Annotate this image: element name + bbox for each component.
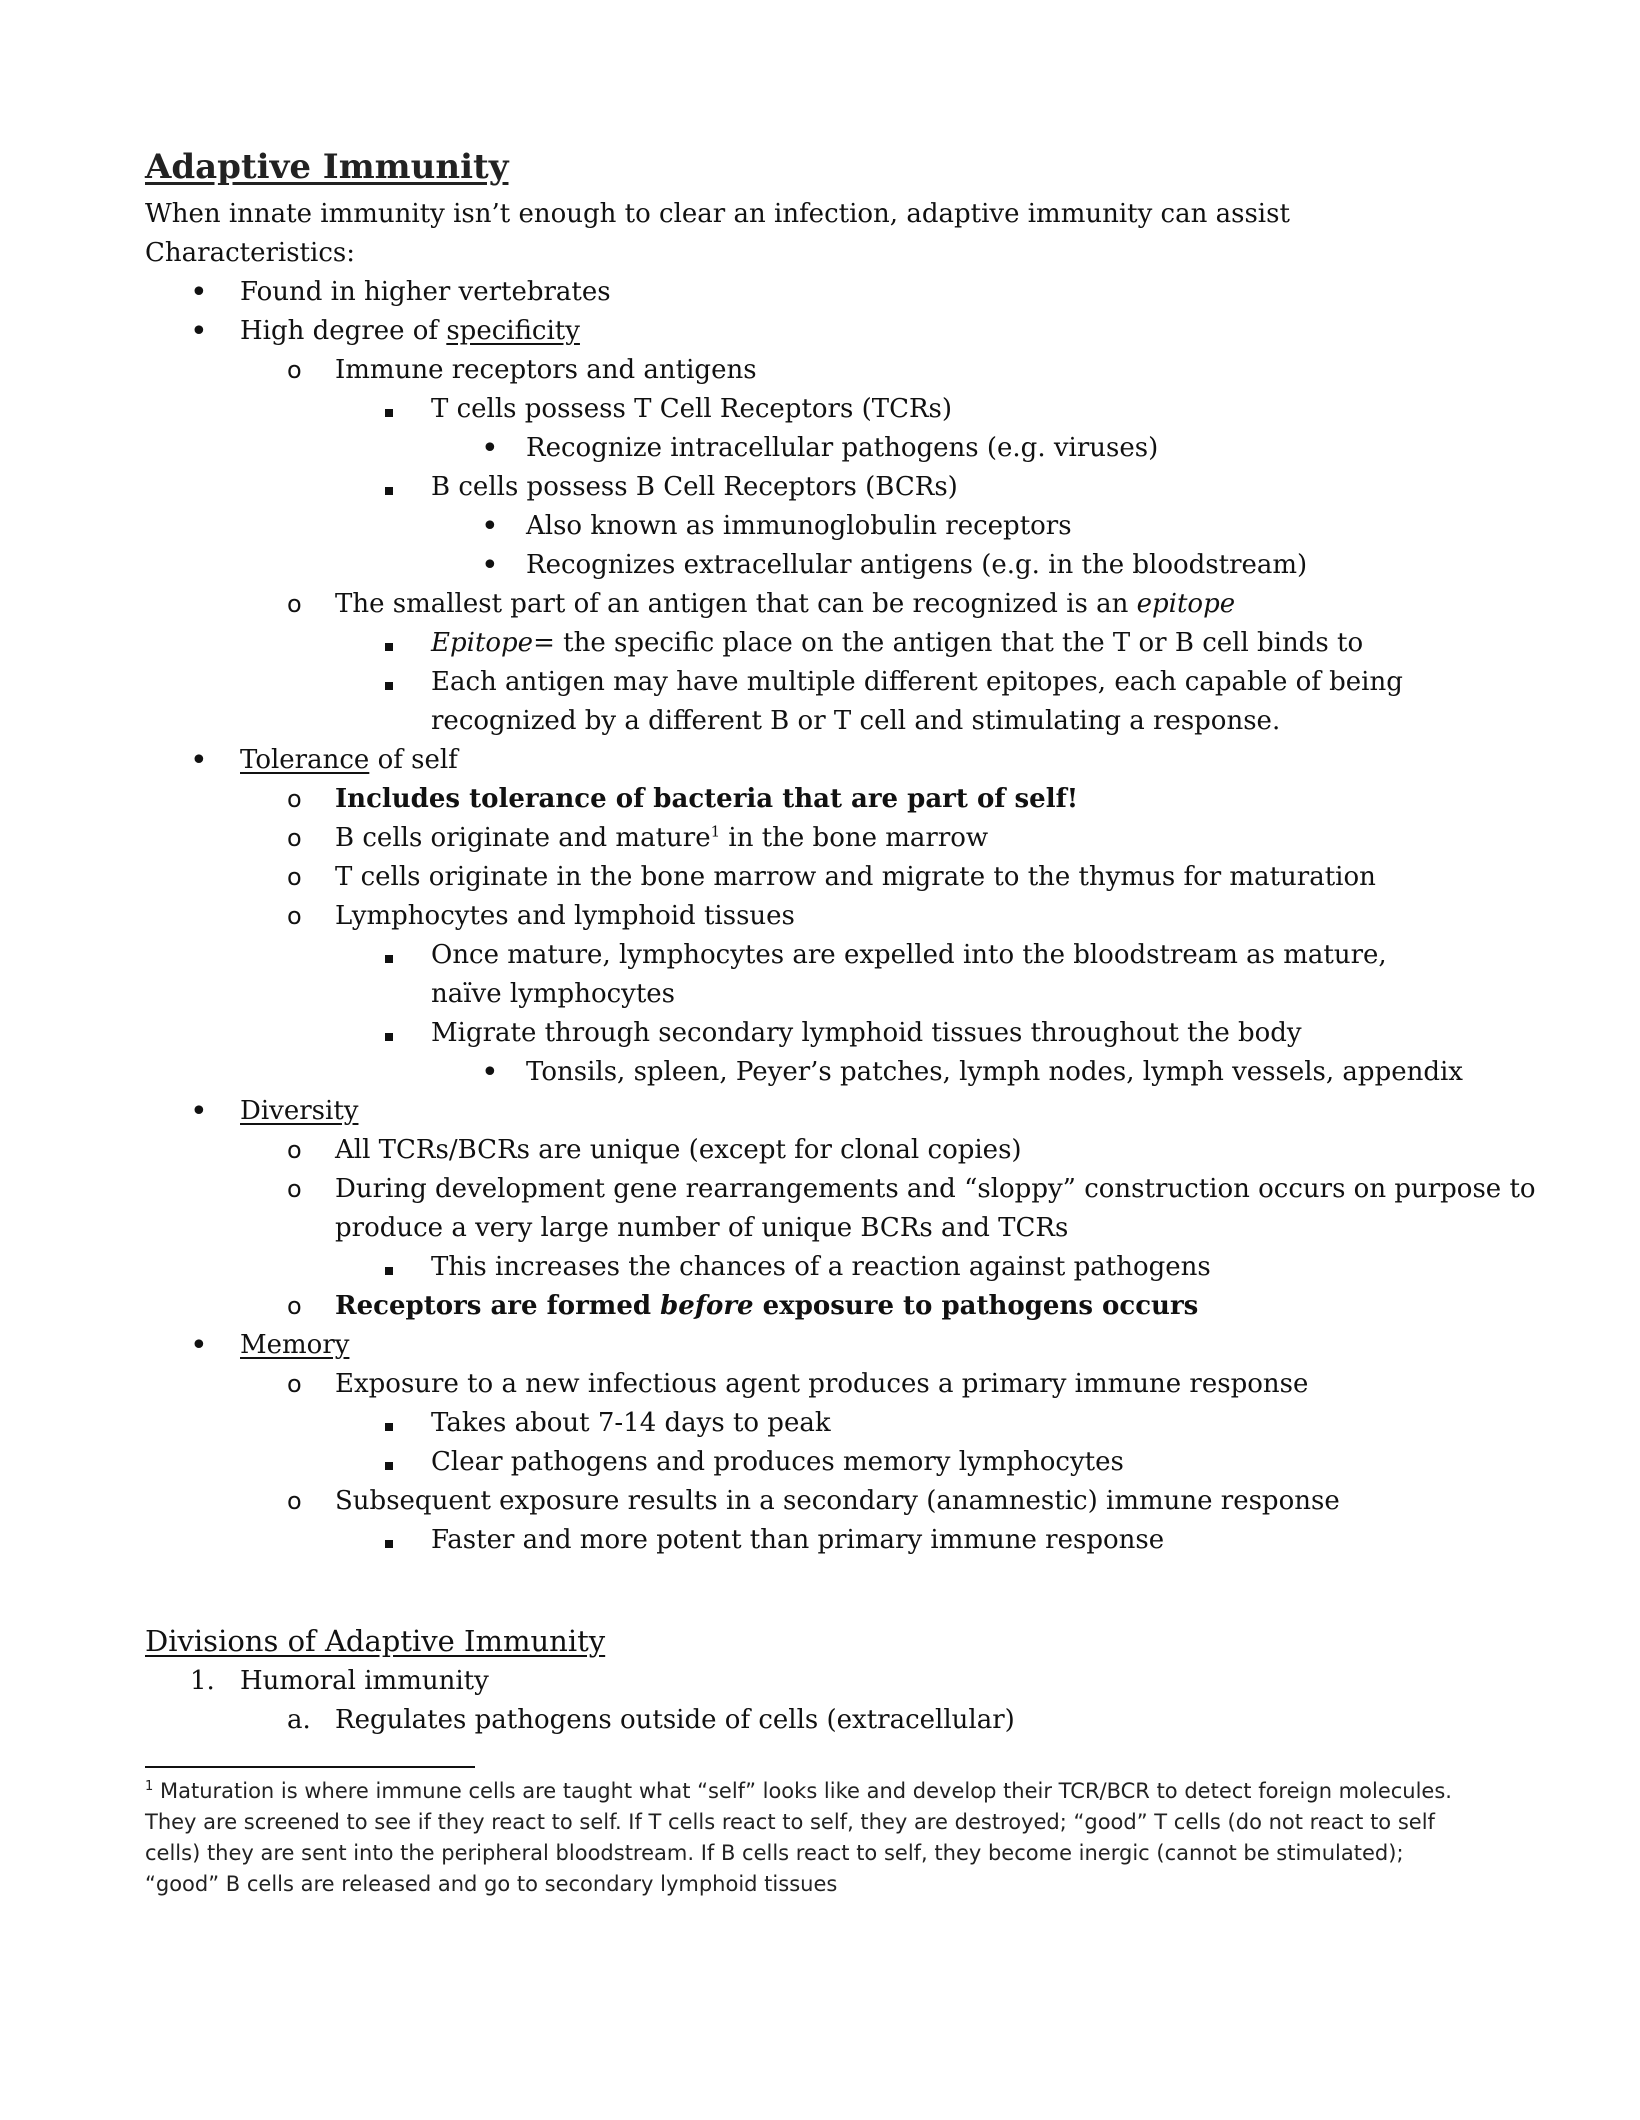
list-item: o The smallest part of an antigen that can be recognized is an epitope (145, 585, 1485, 624)
page-title: Adaptive Immunity (145, 147, 509, 187)
list-item: o B cells originate and mature$^1$ in the bone marrow (145, 819, 1485, 858)
bullet-icon (481, 546, 499, 587)
epitope-definition-term: Epitope (431, 628, 534, 658)
list-item: o All TCRs/BCRs are unique (except for clonal copies) (145, 1131, 1485, 1170)
square-bullet-icon (385, 1404, 393, 1443)
bullet-icon (190, 1326, 208, 1367)
specificity-term: specificity (446, 316, 580, 346)
list-item: • Recognizes extracellular antigens (e.g. in the bloodstream) (145, 546, 1485, 585)
footnote (145, 1776, 1475, 1900)
list-item: • Tolerance of self (145, 741, 1485, 780)
list-item: • Tonsils, spleen, Peyer’s patches, lymph nodes, lymph vessels, appendix (145, 1053, 1485, 1092)
circle-bullet-icon: o (287, 1136, 302, 1164)
list-item: • High degree of specificity (145, 312, 1485, 351)
list-item: o Receptors are formed before exposure to pathogens occurs (145, 1287, 1485, 1326)
square-bullet-icon (385, 936, 393, 975)
bullet-icon (190, 1092, 208, 1133)
square-bullet-icon (385, 1014, 393, 1053)
memory-term: Memory (240, 1330, 350, 1360)
footnote-reference[interactable]: 1 (710, 822, 721, 841)
circle-bullet-icon: o (287, 1175, 302, 1203)
circle-bullet-icon: o (287, 863, 302, 891)
bullet-icon (481, 429, 499, 470)
list-item: B cells possess B Cell Receptors (BCRs) (145, 468, 1485, 507)
bullet-icon (190, 273, 208, 314)
list-item: o Lymphocytes and lymphoid tissues (145, 897, 1485, 936)
footnote-marker: 1 (145, 1779, 154, 1794)
circle-bullet-icon: o (287, 824, 302, 852)
bullet-icon (190, 312, 208, 353)
list-item: Faster and more potent than primary immune response (145, 1521, 1485, 1560)
list-item: This increases the chances of a reaction against pathogens (145, 1248, 1485, 1287)
list-item: Epitope= the specific place on the antigen that the T or B cell binds to (145, 624, 1485, 663)
square-bullet-icon (385, 1443, 393, 1482)
list-item: Each antigen may have multiple different epitopes, each capable of being recognized by a different B or T cell and stimulating a response. (145, 663, 1485, 741)
document-page (145, 145, 1536, 1900)
circle-bullet-icon: o (287, 1292, 302, 1320)
list-item: o Subsequent exposure results in a secondary (anamnestic) immune response (145, 1482, 1485, 1521)
tolerance-term: Tolerance (240, 745, 370, 775)
circle-bullet-icon: o (287, 356, 302, 384)
list-item: o T cells originate in the bone marrow and migrate to the thymus for maturation (145, 858, 1485, 897)
list-item: • Also known as immunoglobulin receptors (145, 507, 1485, 546)
bullet-icon (190, 741, 208, 782)
list-item: Takes about 7-14 days to peak (145, 1404, 1485, 1443)
intro-text: When innate immunity isn’t enough to clear an infection, adaptive immunity can assist (145, 199, 1290, 229)
square-bullet-icon (385, 1521, 393, 1560)
list-item: T cells possess T Cell Receptors (TCRs) (145, 390, 1485, 429)
list-item: a. Regulates pathogens outside of cells (extracellular) (145, 1701, 1485, 1740)
square-bullet-icon (385, 468, 393, 507)
list-item: o Exposure to a new infectious agent produces a primary immune response (145, 1365, 1485, 1404)
footnote-text: Maturation is where immune cells are taught what “self” looks like and develop their TCR/BCR to detect foreign molecules. They are screened to see if they react to self. If T cells react to self, they are destroyed; “good” T cells (do not react to self cells) they are sent into the peripheral bloodstream. If B cells react to self, they become inergic (cannot be stimulated); “good” B cells are released and go to secondary lymphoid tissues (145, 1779, 1452, 1896)
list-item: Migrate through secondary lymphoid tissues throughout the body (145, 1014, 1485, 1053)
bullet-icon (481, 507, 499, 548)
circle-bullet-icon: o (287, 785, 302, 813)
list-item: • Found in higher vertebrates (145, 273, 1485, 312)
bullet-icon (481, 1053, 499, 1094)
square-bullet-icon (385, 624, 393, 663)
list-item (145, 1326, 1485, 1365)
list-item: 1. Humoral immunity (145, 1662, 1485, 1701)
list-number: 1. (190, 1666, 215, 1696)
square-bullet-icon (385, 663, 393, 702)
list-item: o During development gene rearrangements and “sloppy” construction occurs on purpose to produce a very large number of unique BCRs and TCRs (145, 1170, 1640, 1248)
list-item: Once mature, lymphocytes are expelled into the bloodstream as mature, naïve lymphocytes (145, 936, 1441, 1014)
list-letter: a. (287, 1705, 311, 1735)
diversity-term: Diversity (240, 1096, 359, 1126)
list-item (145, 1092, 1485, 1131)
list-item: o Includes tolerance of bacteria that are part of self! (145, 780, 1485, 819)
characteristics-label: Characteristics: (145, 238, 355, 268)
square-bullet-icon (385, 1248, 393, 1287)
epitope-term: epitope (1136, 589, 1236, 619)
circle-bullet-icon: o (287, 902, 302, 930)
list-item: o Immune receptors and antigens (145, 351, 1485, 390)
list-item: • Recognize intracellular pathogens (e.g. viruses) (145, 429, 1485, 468)
section-heading: Divisions of Adaptive Immunity (145, 1624, 606, 1658)
square-bullet-icon (385, 390, 393, 429)
footnote-divider (145, 1766, 475, 1768)
circle-bullet-icon: o (287, 1370, 302, 1398)
circle-bullet-icon: o (287, 590, 302, 618)
circle-bullet-icon: o (287, 1487, 302, 1515)
list-item: Clear pathogens and produces memory lymphocytes (145, 1443, 1485, 1482)
